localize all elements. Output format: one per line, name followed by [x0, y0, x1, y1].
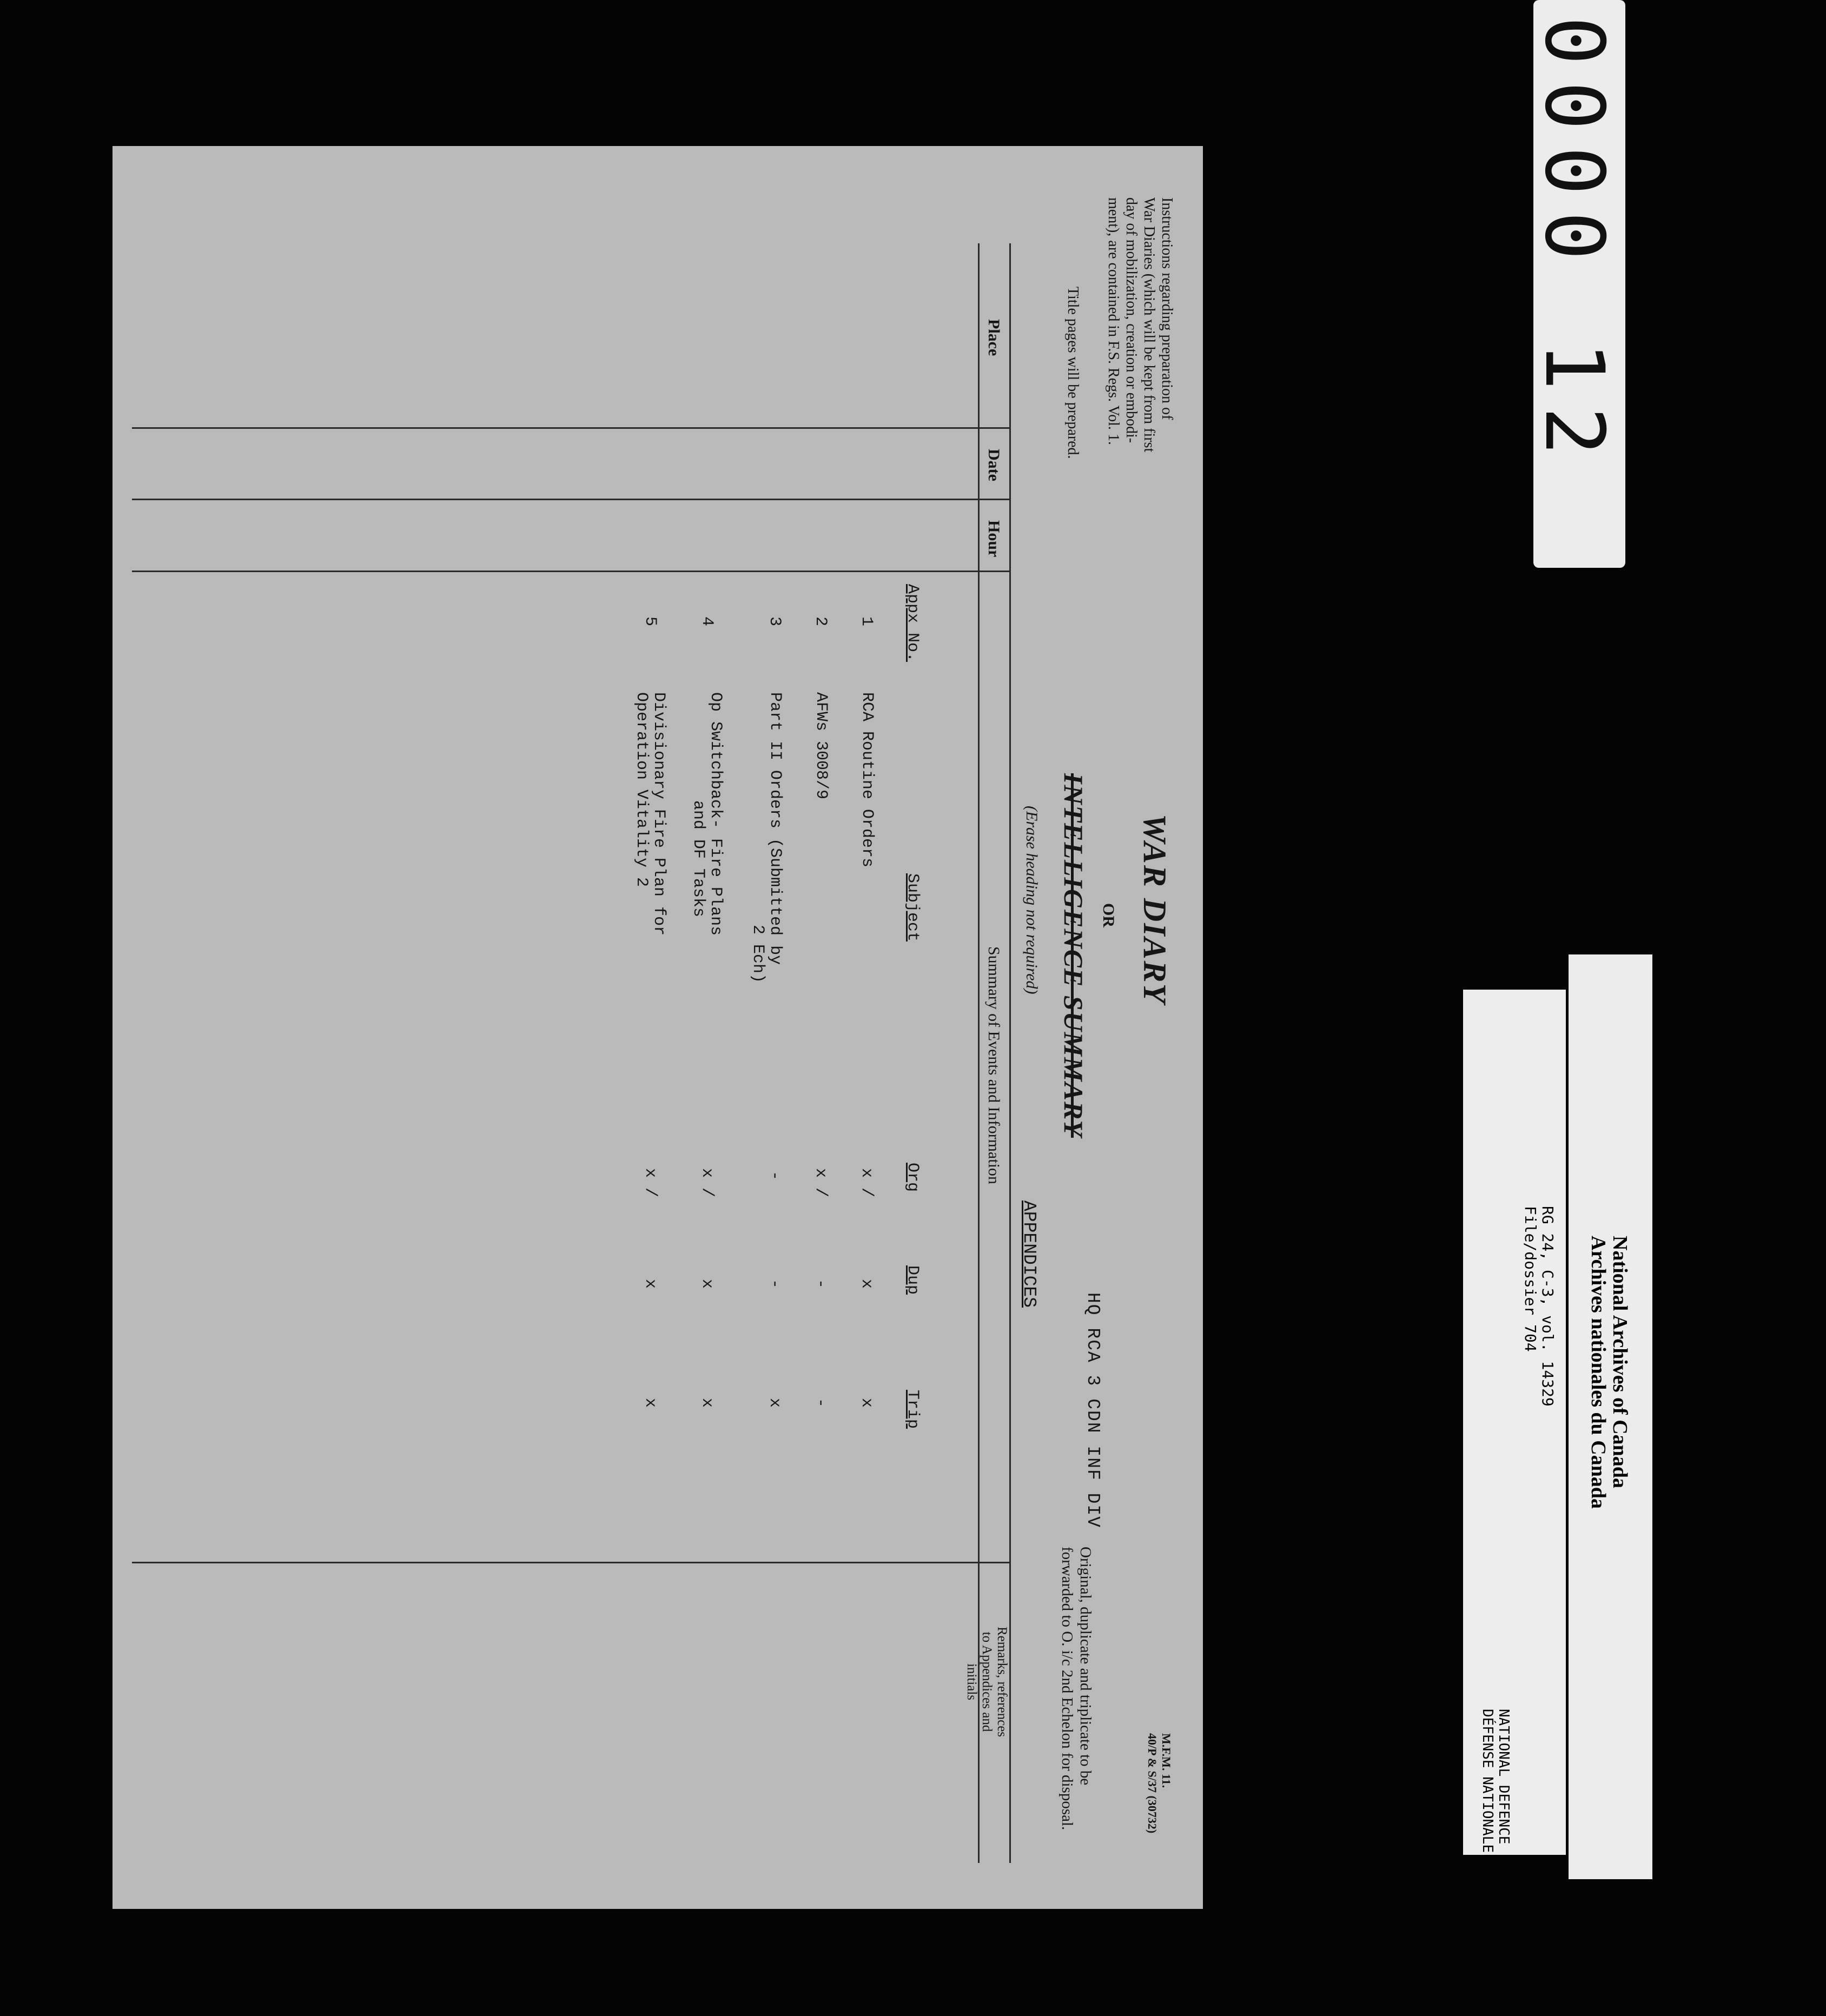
row-dup: -: [811, 1279, 830, 1289]
instructions-line: Instructions regarding preparation of: [1159, 197, 1175, 420]
instructions-line: day of mobilization, creation or embodi-: [1123, 197, 1140, 443]
row-trip: x: [641, 1398, 659, 1408]
disposal-note: Original, duplicate and triplicate to be forwarded to O. i/c 2nd Echelon for disposal.: [1058, 1547, 1094, 1831]
row-trip: x: [857, 1398, 876, 1408]
row-appx-no: 1: [857, 616, 876, 627]
col-date: Date: [985, 449, 1003, 481]
row-dup: -: [765, 1279, 784, 1289]
col-remarks: Remarks, references to Appendices and initials: [964, 1626, 1009, 1738]
war-diary-form: [113, 146, 1203, 1909]
archive-reference: RG 24, C-3, vol. 14329 File/dossier 704: [1521, 1206, 1557, 1407]
title-pages-note: Title pages will be prepared.: [1064, 287, 1081, 459]
national-defence-stamp: [1463, 990, 1566, 1855]
column-divider: [132, 499, 1011, 500]
header-org: Org: [903, 1163, 922, 1192]
col-hour: Hour: [985, 520, 1003, 558]
frame-counter: [1527, 0, 1625, 568]
erase-heading-note: (Erase heading not required): [1023, 806, 1041, 994]
row-subject: Divisionary Fire Plan for Operation Vitality 2: [632, 692, 668, 936]
row-dup: x: [641, 1279, 659, 1289]
col-place: Place: [985, 319, 1003, 356]
form-code: M.F.M. 11. 40/P & S/37 (30732): [1146, 1733, 1173, 1834]
row-appx-no: 4: [698, 616, 716, 627]
table-top-rule: [1009, 243, 1011, 1863]
national-archives-stamp: [1569, 954, 1652, 1879]
row-org: x /: [811, 1168, 830, 1198]
row-trip: x: [765, 1398, 784, 1408]
column-divider: [132, 1562, 1011, 1563]
header-appx-no: Appx No.: [903, 584, 922, 662]
row-subject: Op Switchback- Fire Plans and DF Tasks: [689, 692, 725, 936]
header-subject: Subject: [903, 873, 922, 942]
row-subject: AFWs 3008/9: [812, 692, 830, 800]
appendices-subtitle: APPENDICES: [1019, 1201, 1039, 1308]
row-subject: RCA Routine Orders: [858, 692, 876, 868]
row-subject: Part II Orders (Submitted by 2 Ech): [749, 692, 784, 984]
row-org: -: [765, 1171, 784, 1181]
row-org: x /: [698, 1168, 716, 1198]
column-divider: [132, 571, 1011, 572]
unit-name: HQ RCA 3 CDN INF DIV: [1083, 1292, 1103, 1529]
frame-number: 0000 12: [1527, 16, 1621, 472]
instructions-line: ment), are contained in F.S. Regs. Vol. 1.: [1105, 197, 1122, 445]
row-appx-no: 3: [765, 616, 784, 627]
col-summary: Summary of Events and Information: [985, 946, 1003, 1184]
header-dup: Dup: [903, 1265, 922, 1295]
row-dup: x: [698, 1279, 716, 1289]
row-trip: -: [811, 1398, 830, 1408]
title-intelligence-summary: INTELLIGENCE SUMMARY: [1058, 773, 1089, 1138]
row-org: x /: [857, 1168, 876, 1198]
row-trip: x: [698, 1398, 716, 1408]
header-trip: Trip: [903, 1390, 922, 1429]
row-org: x /: [641, 1168, 659, 1198]
national-defence-label: NATIONAL DEFENCE DÉFENSE NATIONALE: [1479, 1709, 1512, 1853]
title-war-diary: WAR DIARY: [1137, 814, 1173, 1005]
row-appx-no: 2: [811, 616, 830, 627]
title-or: OR: [1100, 903, 1117, 927]
column-divider: [132, 427, 1011, 429]
instructions-line: War Diaries (which will be kept from first: [1141, 197, 1157, 453]
instructions-block: [1104, 197, 1176, 452]
row-dup: x: [857, 1279, 876, 1289]
row-appx-no: 5: [641, 616, 659, 627]
national-archives-label: National Archives of Canada Archives nationales du Canada: [1587, 1236, 1631, 1509]
